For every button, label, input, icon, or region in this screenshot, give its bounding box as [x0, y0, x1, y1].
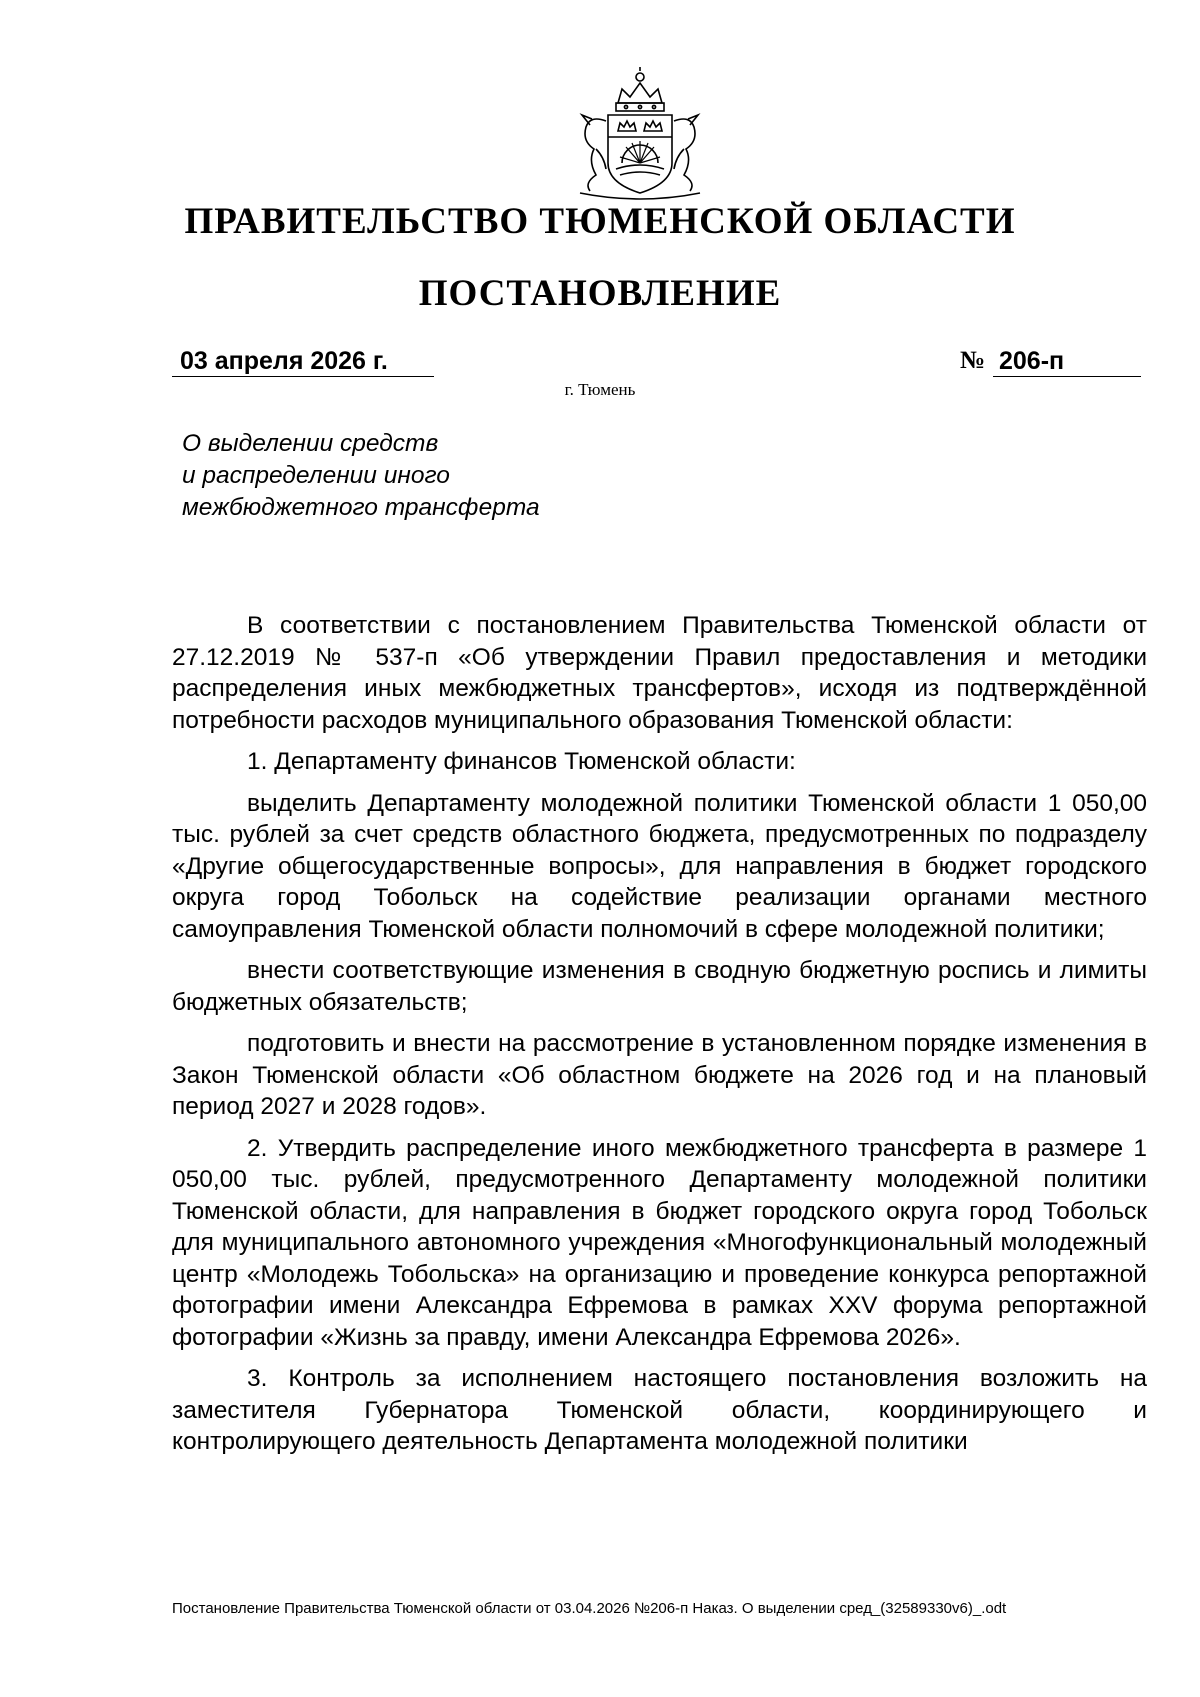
document-subject [182, 428, 540, 524]
document-city: г. Тюмень [564, 380, 636, 399]
body-paragraph: В соответствии с постановлением Правительства Тюменской области от 27.12.2019 № 537-п «Об утверждении Правил предоставления и методики распределения иных межбюджетных трансфертов», исходя из подтверждённой потребности расходов муниципального образования Тюменской области: [172, 612, 1147, 734]
body-paragraph: 2. Утвердить распределение иного межбюджетного трансферта в размере 1 050,00 тыс. рублей, предусмотренного Департаменту молодежной политики Тюменской области, для направления в бюджет городского округа город Тобольск для муниципального автономного учреждения «Многофункциональный молодежный центр «Молодежь Тобольска» на организацию и проведение конкурса репортажной фотографии имени Александра Ефремова в рамках XXV форума репортажной фотографии «Жизнь за правду, имени Александра Ефремова 2026». [172, 1134, 1147, 1351]
document-number: 206-п [999, 347, 1065, 375]
subject-line: и распределении иного [182, 462, 450, 489]
document-number-label: № [960, 347, 986, 374]
document-date-field [172, 347, 434, 377]
subject-line: О выделении средств [182, 430, 439, 457]
document-type-title: ПОСТАНОВЛЕНИЕ [418, 273, 782, 314]
body-paragraph: 3. Контроль за исполнением настоящего постановления возложить на заместителя Губернатора Тюменской области, координирующего и контролирующего деятельность Департамента молодежной политики [172, 1365, 1147, 1455]
organization-title: ПРАВИТЕЛЬСТВО ТЮМЕНСКОЙ ОБЛАСТИ [184, 201, 1016, 242]
body-paragraph: внести соответствующие изменения в сводную бюджетную роспись и лимиты бюджетных обязательств; [172, 957, 1147, 1016]
document-date: 03 апреля 2026 г. [180, 347, 388, 375]
document-number-field [993, 347, 1141, 377]
body-paragraph: подготовить и внести на рассмотрение в установленном порядке изменения в Закон Тюменской области «Об областном бюджете на 2026 год и на плановый период 2027 и 2028 годов». [172, 1030, 1147, 1120]
body-paragraph: 1. Департаменту финансов Тюменской области: [247, 748, 796, 775]
body-paragraph: выделить Департаменту молодежной политики Тюменской области 1 050,00 тыс. рублей за счет средств областного бюджета, предусмотренных по подразделу «Другие общегосударственные вопросы», для направления в бюджет городского округа город Тобольск на содействие реализации органами местного самоуправления Тюменской области полномочий в сфере молодежной политики; [172, 789, 1147, 943]
page-footer: Постановление Правительства Тюменской области от 03.04.2026 №206-п Наказ. О выделении сред_(32589330v6)_.odt [172, 1600, 1007, 1617]
coat-of-arms-icon [560, 65, 720, 200]
document-body [172, 610, 1147, 1468]
subject-line: межбюджетного трансферта [182, 494, 540, 521]
